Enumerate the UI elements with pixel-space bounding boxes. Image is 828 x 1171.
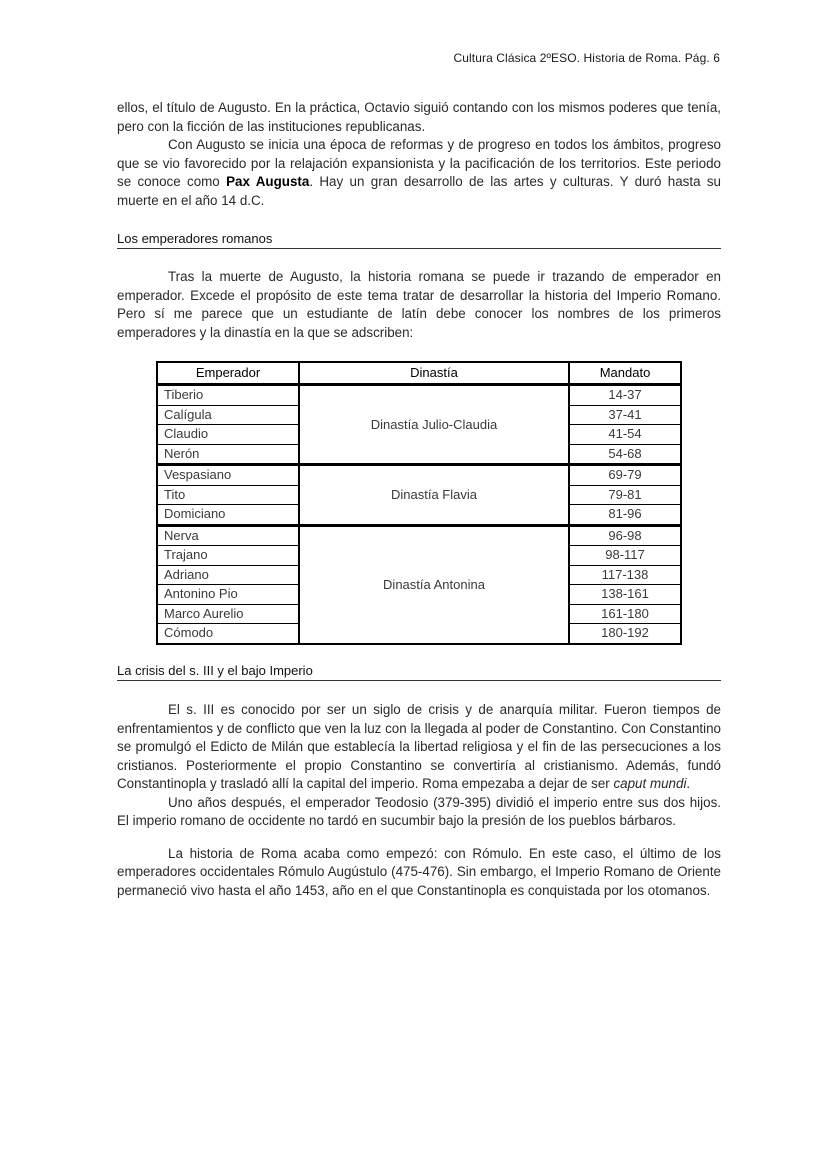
emperors-table [156, 361, 682, 645]
section1-paragraph: Tras la muerte de Augusto, la historia romana se puede ir trazando de emperador en emperador. Excede el propósito de este tema tratar de desarrollar la historia del Imperio Romano. Pero sí me parece que un estudiante de latín debe conocer los nombres de los primeros emperadores y la dinastía en la que se adscriben: [117, 269, 721, 340]
term-cell: 81-96 [569, 505, 681, 526]
emperor-name-cell: Calígula [157, 405, 299, 425]
term-cell: 54-68 [569, 444, 681, 465]
section-title-crisis: La crisis del s. III y el bajo Imperio [117, 662, 721, 681]
section2-text [117, 701, 721, 900]
emperor-name-cell: Adriano [157, 565, 299, 585]
header-dynasty: Dinastía [299, 362, 569, 385]
table-row [157, 465, 681, 486]
table-row [157, 385, 681, 406]
header-emperor: Emperador [157, 362, 299, 385]
term-cell: 37-41 [569, 405, 681, 425]
intro-p2-text-a: Con Augusto se inicia una época de reformas y de progreso en todos los ámbitos, progreso que se vio favorecido por la relajación expansionista y la pacificación de los territorios. Este periodo se conoce como [117, 137, 721, 189]
term-cell: 180-192 [569, 624, 681, 644]
dynasty-cell: Dinastía Flavia [299, 465, 569, 526]
term-cell: 138-161 [569, 585, 681, 605]
emperor-name-cell: Vespasiano [157, 465, 299, 486]
emperor-name-cell: Nerón [157, 444, 299, 465]
emperor-name-cell: Trajano [157, 546, 299, 566]
dynasty-cell: Dinastía Julio-Claudia [299, 385, 569, 465]
emperor-name-cell: Claudio [157, 425, 299, 445]
intro-text [117, 99, 721, 210]
table-header-row [157, 362, 681, 385]
emperors-table-body [157, 385, 681, 644]
emperor-name-cell: Marco Aurelio [157, 604, 299, 624]
section-title-emperors: Los emperadores romanos [117, 230, 721, 249]
emperor-name-cell: Tiberio [157, 385, 299, 406]
page-header: Cultura Clásica 2ºESO. Historia de Roma. Pág. 6 [453, 51, 720, 65]
intro-paragraph-1: ellos, el título de Augusto. En la práctica, Octavio siguió contando con los mismos poderes que tenía, pero con la ficción de las instituciones republicanas. [117, 100, 721, 134]
caput-mundi-term: caput mundi [613, 776, 687, 791]
term-cell: 161-180 [569, 604, 681, 624]
intro-paragraph-2 [117, 136, 721, 210]
section2-p1-text-a: El s. III es conocido por ser un siglo de crisis y de anarquía militar. Fueron tiempos de enfrentamientos y de conflicto que ven la luz con la llegada al poder de Constantino. Con Constantino se promulgó el Edicto de Milán que establecía la libertad religiosa y el fin de las persecuciones a los cristianos. Posteriormente el propio Constantino se convertiría al cristianismo. Además, fundó Constantinopla y trasladó allí la capital del imperio. Roma empezaba a dejar de ser [117, 702, 721, 791]
term-cell: 98-117 [569, 546, 681, 566]
section2-paragraph-2: Uno años después, el emperador Teodosio (379-395) dividió el imperio entre sus dos hijos. El imperio romano de occidente no tardó en sucumbir bajo la presión de los pueblos bárbaros. [117, 794, 721, 828]
term-cell: 96-98 [569, 525, 681, 546]
section1-text [117, 268, 721, 342]
table-row [157, 525, 681, 546]
section2-paragraph-1 [117, 701, 721, 794]
term-cell: 41-54 [569, 425, 681, 445]
intro-p2-text-b: . Hay un gran desarrollo de las artes y culturas. Y duró hasta su muerte en el año 14 d.C. [117, 174, 721, 208]
emperor-name-cell: Nerva [157, 525, 299, 546]
emperor-name-cell: Cómodo [157, 624, 299, 644]
section2-paragraph-3: La historia de Roma acaba como empezó: con Rómulo. En este caso, el último de los emperadores occidentales Rómulo Augústulo (475-476). Sin embargo, el Imperio Romano de Oriente permaneció vivo hasta el año 1453, año en el que Constantinopla es conquistada por los otomanos. [117, 845, 721, 898]
emperor-name-cell: Domiciano [157, 505, 299, 526]
header-term: Mandato [569, 362, 681, 385]
section2-p1-text-b: . [686, 776, 691, 791]
emperor-name-cell: Tito [157, 485, 299, 505]
term-cell: 69-79 [569, 465, 681, 486]
term-cell: 117-138 [569, 565, 681, 585]
term-cell: 79-81 [569, 485, 681, 505]
dynasty-cell: Dinastía Antonina [299, 525, 569, 644]
emperor-name-cell: Antonino Pio [157, 585, 299, 605]
pax-augusta-term: Pax Augusta [226, 174, 310, 189]
term-cell: 14-37 [569, 385, 681, 406]
